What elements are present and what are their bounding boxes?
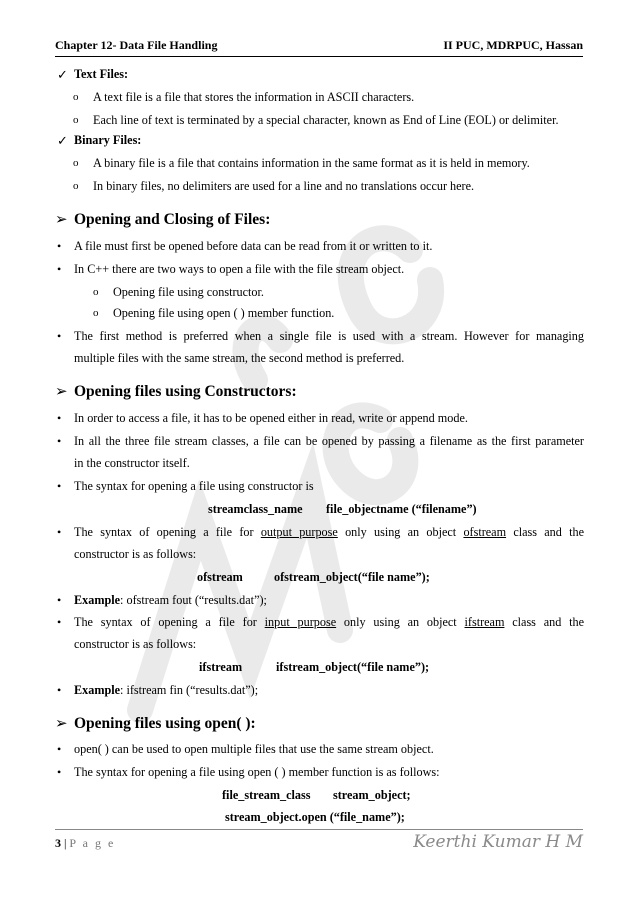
arrow-bullet-icon: ➢ <box>55 384 68 400</box>
circle-bullet-icon: o <box>73 157 79 169</box>
constructors-bullet-5-line-2: constructor is as follows: <box>74 637 197 651</box>
open-fn-bullet-1: open( ) can be used to open multiple files that use the same stream object. <box>74 742 434 756</box>
opening-method-1: Opening file using constructor. <box>113 285 264 299</box>
syntax-ofstream: ofstream <box>197 570 243 584</box>
circle-bullet-icon: o <box>73 114 79 126</box>
header-chapter-title: Chapter 12- Data File Handling <box>55 38 218 52</box>
disc-bullet-icon: • <box>57 239 62 253</box>
disc-bullet-icon: • <box>57 593 62 607</box>
page-header <box>55 38 583 57</box>
syntax-stream-object: stream_object; <box>333 788 411 802</box>
opening-closing-bullet-2: In C++ there are two ways to open a file with the file stream object. <box>74 262 405 276</box>
syntax-ifstream-object: ifstream_object(“file name”); <box>276 660 430 674</box>
opening-method-2: Opening file using open ( ) member function. <box>113 306 335 320</box>
syntax-file-stream-class: file_stream_class <box>222 788 311 802</box>
example-ifstream: Example: ifstream fin (“results.dat”); <box>74 683 259 697</box>
disc-bullet-icon: • <box>57 434 62 448</box>
opening-closing-bullet-3-line-2: multiple files with the same stream, the second method is preferred. <box>74 351 405 365</box>
constructors-bullet-3: The syntax for opening a file using constructor is <box>74 479 314 493</box>
arrow-bullet-icon: ➢ <box>55 716 68 732</box>
disc-bullet-icon: • <box>57 765 62 779</box>
footer-author: Keerthi Kumar H M <box>413 832 583 852</box>
constructors-bullet-5-line-1: The syntax of opening a file for input purpose only using an object ifstream class and the <box>74 615 585 629</box>
opening-closing-bullet-3-line-1: The first method is preferred when a single file is used with a stream. However for managing <box>74 329 584 343</box>
disc-bullet-icon: • <box>57 411 62 425</box>
check-mark-icon: ✓ <box>57 133 68 148</box>
heading-constructors: Opening files using Constructors: <box>74 383 297 400</box>
constructors-bullet-4-line-1: The syntax of opening a file for output purpose only using an object ofstream class and the <box>74 525 585 539</box>
circle-bullet-icon: o <box>93 307 99 319</box>
binary-files-title: Binary Files: <box>74 133 142 147</box>
binary-files-item-2: In binary files, no delimiters are used for a line and no translations occur here. <box>93 179 475 193</box>
disc-bullet-icon: • <box>57 262 62 276</box>
disc-bullet-icon: • <box>57 329 62 343</box>
heading-opening-closing: Opening and Closing of Files: <box>74 211 271 228</box>
circle-bullet-icon: o <box>73 180 79 192</box>
arrow-bullet-icon: ➢ <box>55 212 68 228</box>
text-files-item-2: Each line of text is terminated by a special character, known as End of Line (EOL) or delimiter. <box>93 113 559 127</box>
disc-bullet-icon: • <box>57 525 62 539</box>
disc-bullet-icon: • <box>57 742 62 756</box>
disc-bullet-icon: • <box>57 683 62 697</box>
syntax-ifstream: ifstream <box>199 660 243 674</box>
open-fn-bullet-2: The syntax for opening a file using open ( ) member function is as follows: <box>74 765 440 779</box>
syntax-stream-object-open: stream_object.open (“file_name”); <box>225 810 405 824</box>
heading-open-function: Opening files using open( ): <box>74 715 256 732</box>
page-footer <box>55 829 583 852</box>
text-files-title: Text Files: <box>74 67 129 81</box>
syntax-file-objectname: file_objectname (“filename”) <box>326 502 477 516</box>
constructors-bullet-1: In order to access a file, it has to be opened either in read, write or append mode. <box>74 411 468 425</box>
constructors-bullet-4-line-2: constructor is as follows: <box>74 547 197 561</box>
disc-bullet-icon: • <box>57 479 62 493</box>
header-institution: II PUC, MDRPUC, Hassan <box>443 38 583 52</box>
opening-closing-bullet-1: A file must first be opened before data can be read from it or written to it. <box>74 239 433 253</box>
constructors-bullet-2-line-1: In all the three file stream classes, a file can be opened by passing a filename as the first parameter <box>74 434 584 448</box>
example-ofstream: Example: ofstream fout (“results.dat”); <box>74 593 267 607</box>
circle-bullet-icon: o <box>73 91 79 103</box>
syntax-ofstream-object: ofstream_object(“file name”); <box>274 570 430 584</box>
constructors-bullet-2-line-2: in the constructor itself. <box>74 456 190 470</box>
check-mark-icon: ✓ <box>57 67 68 82</box>
disc-bullet-icon: • <box>57 615 62 629</box>
text-files-item-1: A text file is a file that stores the information in ASCII characters. <box>93 90 415 104</box>
circle-bullet-icon: o <box>93 286 99 298</box>
binary-files-item-1: A binary file is a file that contains information in the same format as it is held in memory. <box>93 156 530 170</box>
syntax-streamclass-name: streamclass_name <box>208 502 303 516</box>
page-number: 3 | P a g e <box>55 836 116 850</box>
